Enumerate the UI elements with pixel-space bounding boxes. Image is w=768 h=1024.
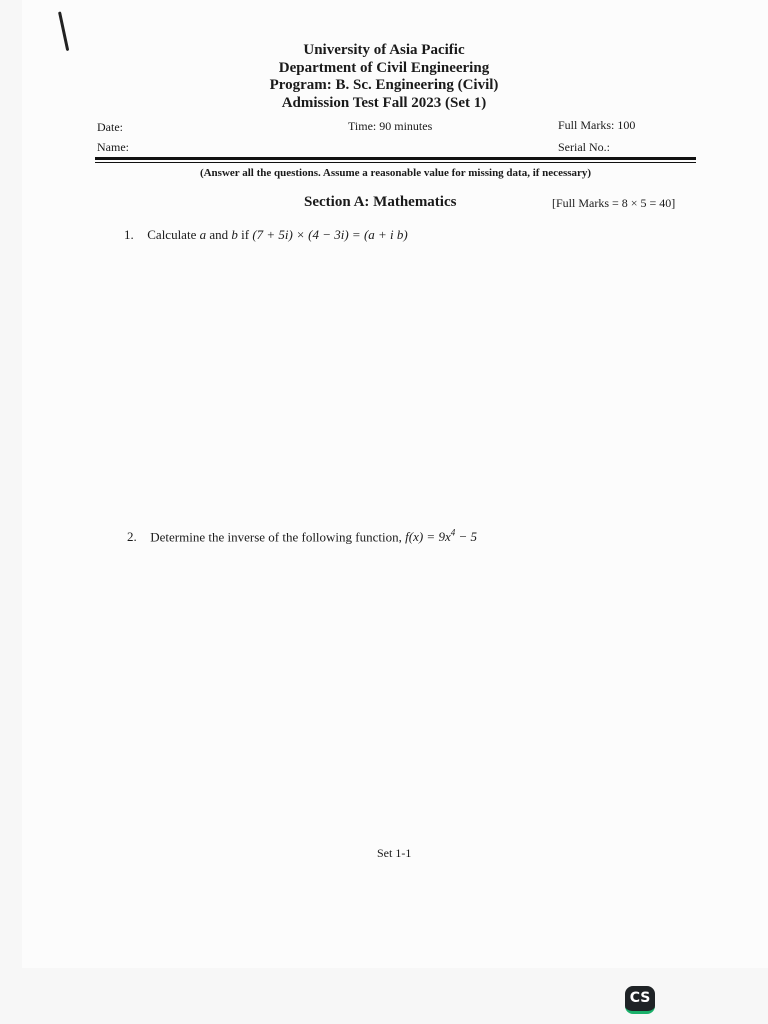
time-allowed: Time: 90 minutes xyxy=(348,119,433,133)
full-marks: Full Marks: 100 xyxy=(558,118,636,132)
paper-sheet xyxy=(22,0,768,968)
header-divider-thick xyxy=(95,157,696,160)
section-marks: [Full Marks = 8 × 5 = 40] xyxy=(552,196,676,210)
variable-b: b xyxy=(231,227,238,242)
header-divider-thin xyxy=(95,162,696,163)
complex-equation: (7 + 5i) × (4 − 3i) = (a + i b) xyxy=(252,227,408,242)
serial-label: Serial No.: xyxy=(558,140,610,154)
function-expression xyxy=(405,529,477,544)
question-2 xyxy=(127,528,477,545)
university-name: University of Asia Pacific xyxy=(303,42,465,58)
condition-word: if xyxy=(241,227,250,242)
instructions: (Answer all the questions. Assume a reasonable value for missing data, if necessary) xyxy=(199,167,592,179)
date-label: Date: xyxy=(97,120,123,134)
section-title: Section A: Mathematics xyxy=(304,194,457,210)
program-name: Program: B. Sc. Engineering (Civil) xyxy=(269,77,499,93)
function-constant: − 5 xyxy=(455,529,477,545)
variable-a: a xyxy=(199,227,207,242)
exam-header xyxy=(0,42,768,112)
function-exponent: 4 xyxy=(450,528,456,538)
conjunction: and xyxy=(209,227,229,242)
exam-title: Admission Test Fall 2023 (Set 1) xyxy=(281,94,487,111)
camscanner-logo-icon: CS xyxy=(625,986,655,1014)
question-text: Calculate xyxy=(147,227,197,242)
department-name: Department of Civil Engineering xyxy=(278,59,490,76)
function-base: f(x) = 9x xyxy=(405,529,451,545)
question-text: Determine the inverse of the following function, xyxy=(150,529,402,545)
question-number: 1. xyxy=(124,227,134,242)
question-number: 2. xyxy=(127,529,137,545)
question-1 xyxy=(124,227,408,243)
name-label: Name: xyxy=(97,140,129,154)
page-footer: Set 1-1 xyxy=(377,846,412,860)
